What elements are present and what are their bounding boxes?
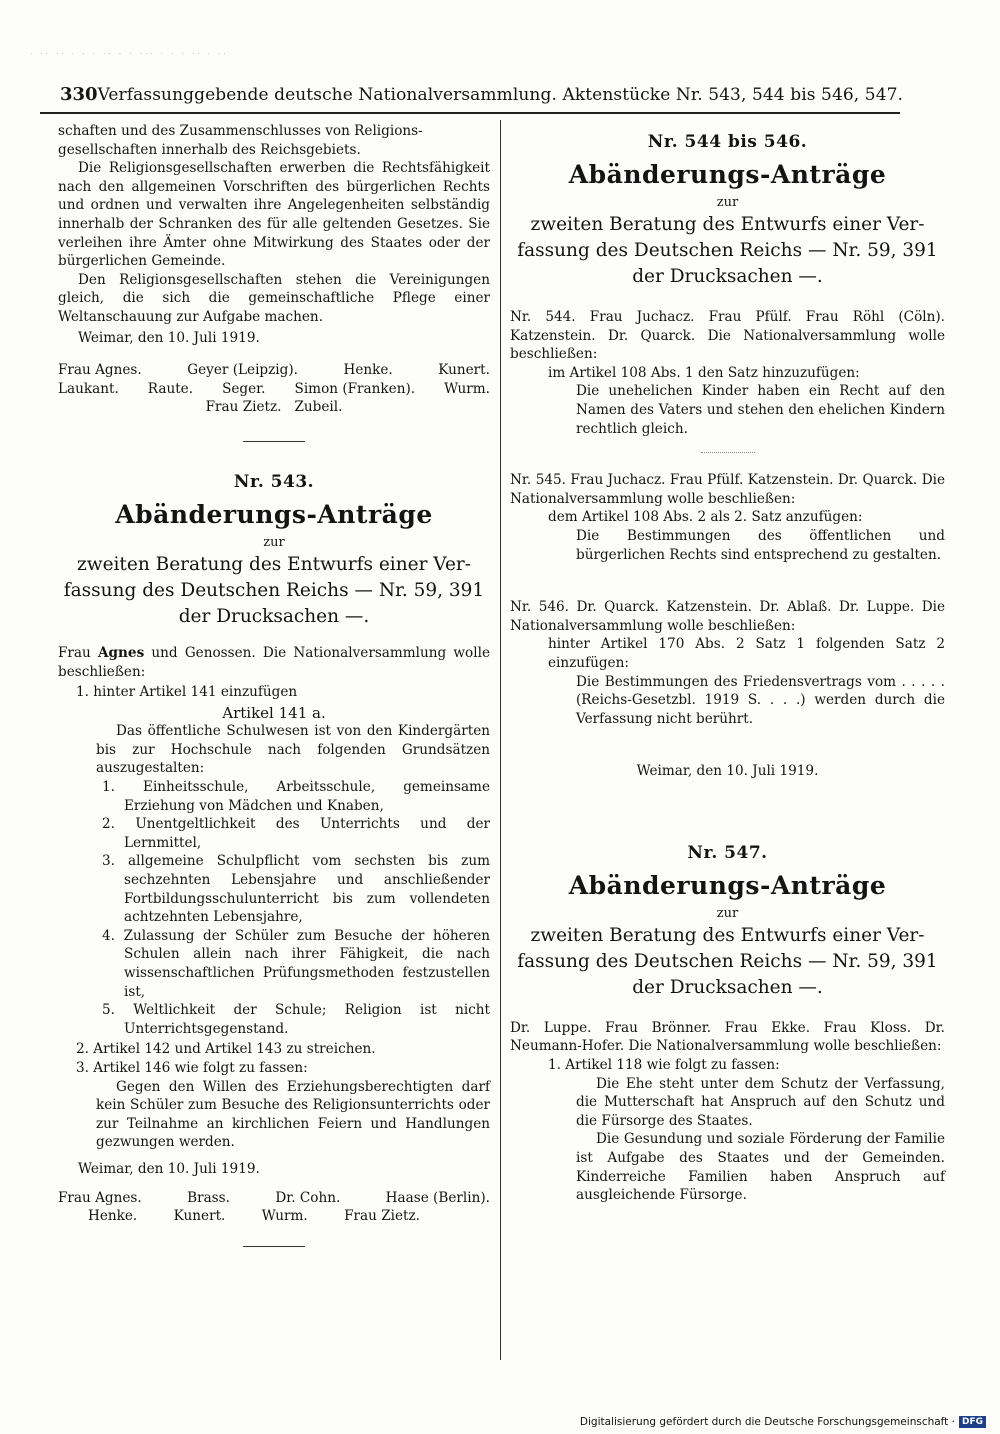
signatory: Seger. [222,380,266,397]
signatory: Wurm. [444,380,490,397]
signature-row [58,380,490,399]
list-item: 3. allgemeine Schulpflicht vom sechsten bis zum sechzehnten Lebensjahre und anschließender Fortbildungsschulunterricht bis zum vollendeten achtzehnten Lebensjahre, [102,853,490,926]
dfg-logo-icon: DFG [959,1416,986,1428]
right-column [510,122,945,1205]
date-line: Weimar, den 10. Juli 1919. [78,1160,260,1177]
heading-connector: zur [716,905,739,921]
signature-row [58,1207,490,1226]
left-column [58,122,490,1247]
proposer-name: Agnes [97,644,145,661]
signatures [58,361,490,417]
subheading-line: der Drucksachen —. [178,605,370,627]
signatory: Simon (Franken). [294,380,416,397]
signatory: Henke. [343,362,393,379]
signatory: Frau Zietz. [344,1208,420,1225]
paragraph: Die Religionsgesellschaften erwerben die Rechtsfähigkeit nach den allgemeinen Vorschriften des bürgerlichen Rechts und ordnen und verwalten ihre Angelegenheiten selbständig innerhalb der Schranken des für alle geltenden Gesetzes. Sie verleihen ihre Ämter ohne Mitwirkung des Staates oder der bürgerlichen Gemeinde. [58,160,490,270]
signatory: Laukant. [58,380,119,397]
section-heading: Abänderungs-Anträge [568,870,887,900]
list-item: 5. Weltlichkeit der Schule; Religion ist nicht Unterrichtsgegenstand. [102,1002,490,1037]
heading-connector: zur [263,534,285,550]
signatory: Kunert. [173,1208,226,1225]
signatory: Frau Agnes. [58,362,142,379]
page-header [40,84,904,114]
subheading-line: der Drucksachen —. [632,976,823,998]
signatory: Zubeil. [294,399,343,416]
document-number: Nr. 547. [687,842,768,863]
motion-intro: Frau Agnes und Genossen. Die Nationalversammlung wolle beschließen: [58,644,490,680]
scan-artifact: · ·· ·· · · · ·· · · ··· · · · ·· · ·· [30,50,229,58]
motion-544-text: Die unehelichen Kinder haben ein Recht auf den Namen des Vaters und stehen den ehelichen Kindern rechtlich gleich. [576,383,945,437]
motion-546-intro: Nr. 546. Dr. Quarck. Katzenstein. Dr. Ablaß. Dr. Luppe. Die Nationalversammlung wolle beschließen: [510,599,945,634]
motion-545-article: dem Artikel 108 Abs. 2 als 2. Satz anzufügen: [548,509,863,526]
signatory: Dr. Cohn. [275,1189,341,1206]
intro-line-1: schaften und des Zusammenschlusses von Religions- [58,123,423,139]
signature-row [58,398,490,417]
motion-544-intro: Nr. 544. Frau Juchacz. Frau Pfülf. Frau Röhl (Cöln). Katzenstein. Dr. Quarck. Die Nationalversammlung wolle beschließen: [510,309,945,363]
signatory: Geyer (Leipzig). [187,362,298,379]
motion-545-text: Die Bestimmungen des öffentlichen und bürgerlichen Rechts sind entsprechend zu gestalten. [576,527,945,563]
document-number: Nr. 543. [233,471,315,492]
subheading-line: der Drucksachen —. [632,266,823,287]
document-number: Nr. 544 bis 546. [647,132,808,152]
page-number: 330 [60,84,98,105]
signatory: Henke. [88,1208,138,1225]
heading-connector: zur [716,195,739,210]
motion-544-article: im Artikel 108 Abs. 1 den Satz hinzuzufügen: [548,364,860,381]
motion-546-text: Die Bestimmungen des Friedensvertrags vom . . . . . (Reichs-Gesetzbl. 1919 S. . . .) werden durch die Verfassung nicht berührt. [576,673,945,727]
section-heading: Abänderungs-Anträge [568,160,887,189]
motion-547-text: Die Gesundung und soziale Förderung der Familie ist Aufgabe des Staates und der Gemeinden. Kinderreiche Familien haben Anspruch auf ausgleichende Fürsorge. [576,1131,945,1204]
subheading-line: zweiten Beratung des Entwurfs einer Ver- [76,553,472,575]
list-item: 1. Einheitsschule, Arbeitsschule, gemeinsame Erziehung von Mädchen und Knaben, [102,779,490,814]
motion-546-article: hinter Artikel 170 Abs. 2 Satz 1 folgenden Satz 2 einzufügen: [548,636,945,671]
article-text: Gegen den Willen des Erziehungsberechtigten darf kein Schüler zum Besuche des Religionsunterrichts oder zur Teilnahme an kirchlichen Feiern und Handlungen gezwungen werden. [96,1078,490,1151]
motion-547-text: Die Ehe steht unter dem Schutz der Verfassung, die Mutterschaft hat Anspruch auf den Schutz und die Fürsorge des Staates. [576,1075,945,1129]
article-heading: Artikel 141 a. [222,703,326,722]
signature-row [58,1189,490,1208]
motion-item: 2. Artikel 142 und Artikel 143 zu streichen. [76,1041,376,1058]
signatory: Raute. [147,380,194,397]
date-line: Weimar, den 10. Juli 1919. [78,329,260,346]
signatory: Brass. [187,1189,230,1206]
signatory: Haase (Berlin). [385,1189,490,1206]
subheading-line: fassung des Deutschen Reichs — Nr. 59, 391 [517,950,938,972]
section-separator [243,1246,305,1247]
subheading-line: fassung des Deutschen Reichs — Nr. 59, 391 [517,240,938,261]
signatures [58,1189,490,1226]
signatory: Kunert. [438,362,490,379]
date-line: Weimar, den 10. Juli 1919. [636,763,819,780]
subheading-line: zweiten Beratung des Entwurfs einer Ver- [530,924,925,946]
list-item: 2. Unentgeltlichkeit des Unterrichts und der Lernmittel, [102,816,490,851]
section-heading: Abänderungs-Anträge [115,499,433,529]
signatory: Wurm. [261,1208,308,1225]
signature-row [58,361,490,380]
motion-547-article: 1. Artikel 118 wie folgt zu fassen: [548,1057,780,1074]
section-separator [243,441,305,442]
running-title: Verfassunggebende deutsche Nationalversammlung. Aktenstücke Nr. 543, 544 bis 546, 547. [97,85,904,105]
intro-line-2: gesellschaften innerhalb des Reichsgebiets. [58,141,361,158]
subheading-line: fassung des Deutschen Reichs — Nr. 59, 391 [63,579,485,601]
motion-item: 1. hinter Artikel 141 einzufügen [76,684,298,701]
credit-text: Digitalisierung gefördert durch die Deutsche Forschungsgemeinschaft · [579,1416,955,1428]
motion-item: 3. Artikel 146 wie folgt zu fassen: [76,1059,308,1076]
digitization-credit [580,1416,986,1428]
column-divider [500,120,501,1360]
signatory: Frau Agnes. [58,1189,142,1206]
section-separator [701,452,755,453]
subheading-line: zweiten Beratung des Entwurfs einer Ver- [530,214,925,235]
motion-547-intro: Dr. Luppe. Frau Brönner. Frau Ekke. Frau Kloss. Dr. Neumann-Hofer. Die Nationalversammlung wolle beschließen: [510,1019,945,1055]
article-text: Das öffentliche Schulwesen ist von den Kindergärten bis zur Hochschule nach folgenden Grundsätzen auszugestalten: [96,723,490,777]
signatory: Frau Zietz. [205,399,282,416]
list-item: 4. Zulassung der Schüler zum Besuche der höheren Schulen allein nach ihrer Fähigkeit, die nach wissenschaftlichen Prüfungsmethoden festzustellen ist, [102,927,490,1000]
paragraph: Den Religionsgesellschaften stehen die Vereinigungen gleich, die sich die gemeinschaftliche Pflege einer Weltanschauung zur Aufgabe machen. [58,271,490,325]
motion-545-intro: Nr. 545. Frau Juchacz. Frau Pfülf. Katzenstein. Dr. Quarck. Die Nationalversammlung wolle beschließen: [510,472,945,507]
